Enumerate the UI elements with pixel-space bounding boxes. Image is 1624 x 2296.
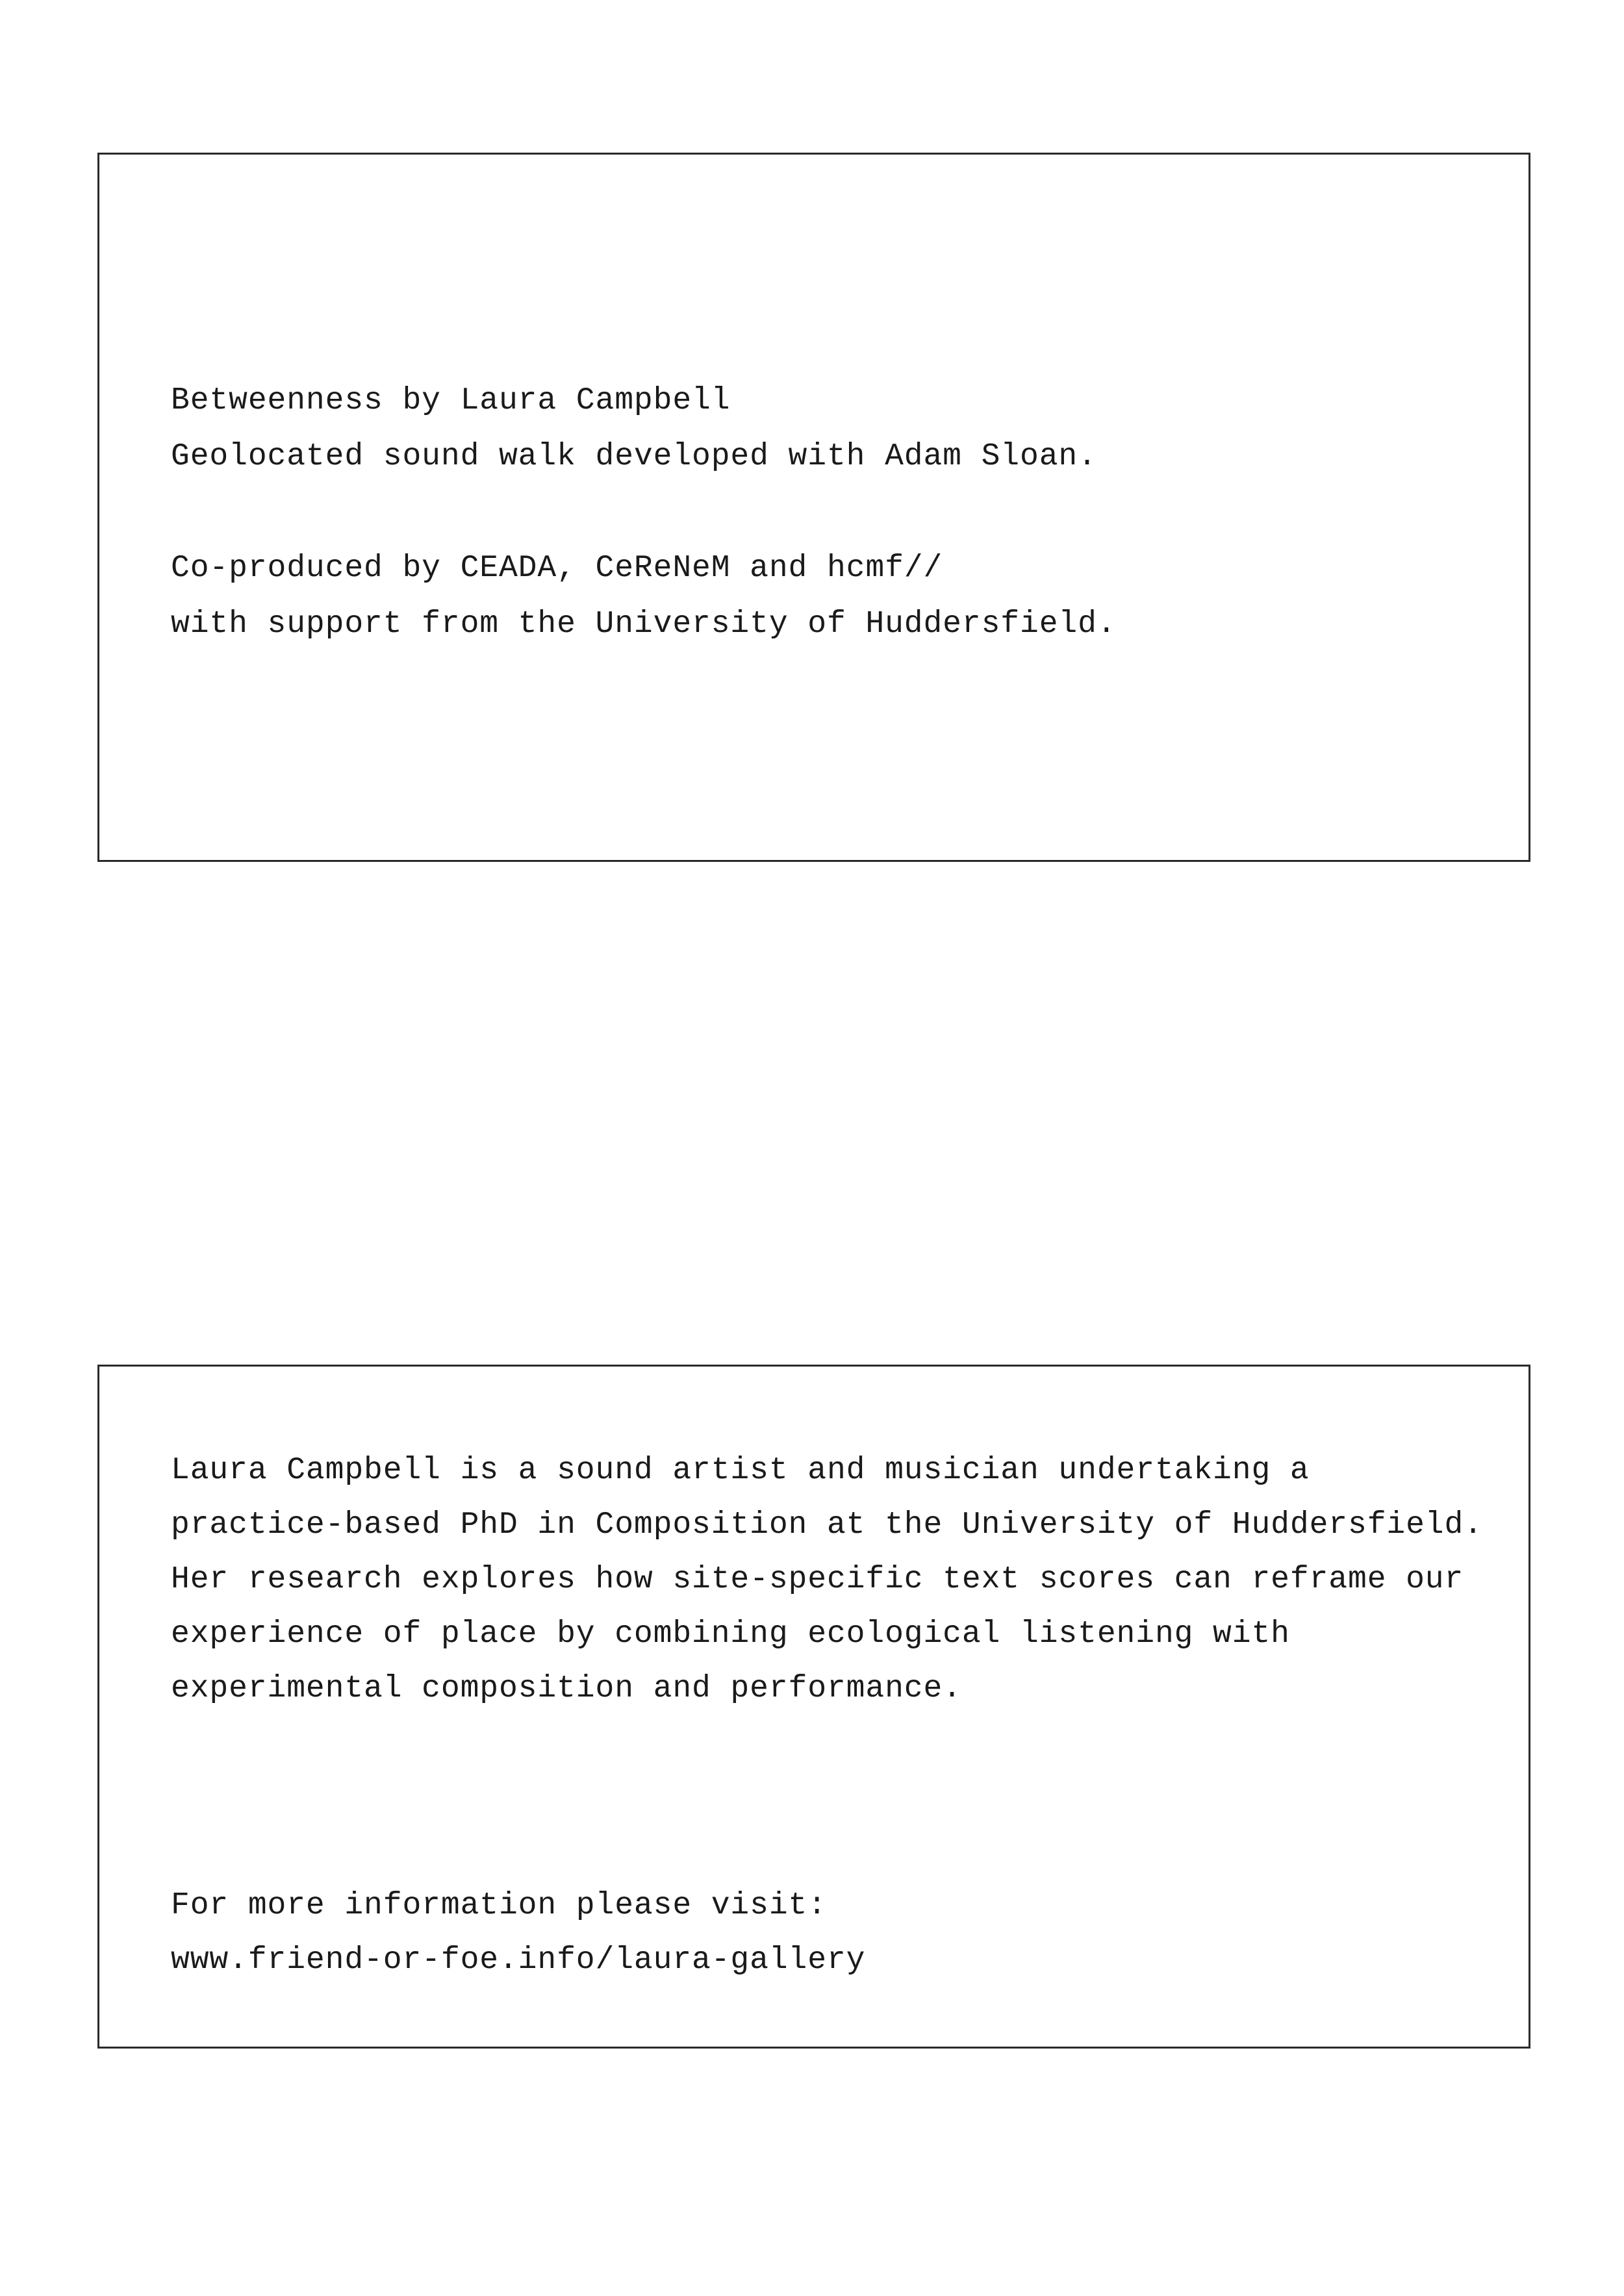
credits-card [97, 153, 1530, 862]
support-line: with support from the University of Huddersfield. [171, 607, 1117, 642]
info-label: For more information please visit: [171, 1888, 827, 1923]
bio-paragraph: Laura Campbell is a sound artist and musician undertaking a practice-based PhD in Composition at the University of Huddersfield. Her research explores how site-specific text scores can reframe our experience of place by combining ecological listening with experimental composition and performance. [171, 1453, 1483, 1706]
title-line: Betweenness by Laura Campbell [171, 383, 731, 418]
bio-card [97, 1365, 1530, 2049]
subtitle-line: Geolocated sound walk developed with Adam Sloan. [171, 439, 1097, 474]
coproduced-line: Co-produced by CEADA, CeReNeM and hcmf// [171, 551, 943, 586]
info-url-link[interactable]: www.friend-or-foe.info/laura-gallery [171, 1943, 866, 1978]
